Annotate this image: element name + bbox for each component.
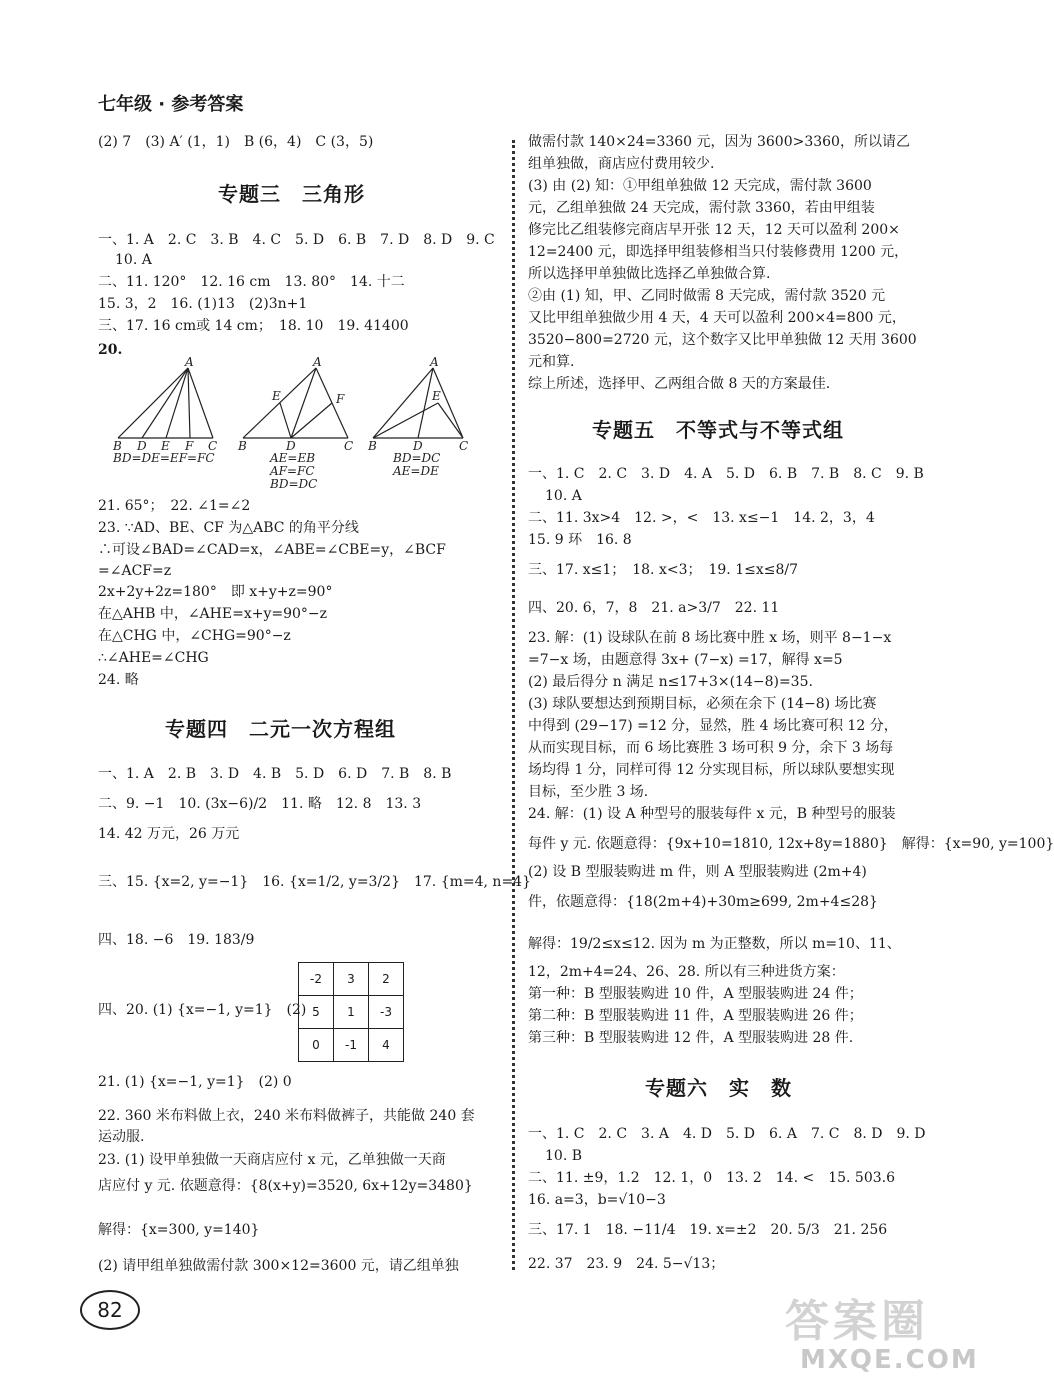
answer-line: 16. a=3，b=√10−3 bbox=[528, 1192, 666, 1208]
svg-text:B: B bbox=[238, 439, 247, 453]
answer-line: 23. (1) 设甲单独做一天商店应付 x 元，乙单独做一天商 bbox=[98, 1152, 446, 1168]
svg-text:E: E bbox=[161, 439, 170, 453]
svg-text:D: D bbox=[413, 439, 423, 453]
answer-line: 2x+2y+2z=180° 即 x+y+z=90° bbox=[98, 584, 333, 600]
answer-line: 从而实现目标，而 6 场比赛胜 3 场可积 9 分，余下 3 场每 bbox=[528, 740, 894, 756]
answer-line: 10. A bbox=[115, 252, 152, 268]
answer-line: 10. A bbox=[545, 488, 582, 504]
grid-cell: 1 bbox=[334, 996, 369, 1029]
answer-line: (3) 球队要想达到预期目标，必须在余下 (14−8) 场比赛 bbox=[528, 696, 877, 712]
watermark-url: MXQE.COM bbox=[800, 1345, 979, 1375]
answer-line: 第三种：B 型服装购进 12 件，A 型服装购进 28 件. bbox=[528, 1030, 854, 1046]
answer-line: (2) 最后得分 n 满足 n≤17+3×(14−8)=35. bbox=[528, 674, 813, 690]
svg-text:A: A bbox=[430, 355, 439, 369]
answer-line: 二、11. 3x>4 12. >，< 13. x≤−1 14. 2，3，4 bbox=[528, 510, 875, 526]
svg-text:D: D bbox=[286, 439, 296, 453]
answer-line: 二、11. ±9，1.2 12. 1，0 13. 2 14. < 15. 503.6 bbox=[528, 1170, 896, 1186]
answer-line: =7−x 场，由题意得 3x+ (7−x) =17，解得 x=5 bbox=[528, 652, 843, 668]
answer-line: 第二种：B 型服装购进 11 件，A 型服装购进 26 件； bbox=[528, 1008, 863, 1024]
answer-line: 元，乙组单独做 24 天完成，需付款 3360，若由甲组装 bbox=[528, 200, 875, 216]
svg-text:A: A bbox=[185, 355, 194, 369]
svg-text:E: E bbox=[272, 389, 281, 403]
answer-line: 每件 y 元. 依题意得：{9x+10=1810, 12x+8y=1880} 解得：{x=90, y=100} bbox=[528, 836, 1054, 852]
fig-caption: AF=FC bbox=[270, 464, 315, 478]
answer-line: 修完比乙组装修完商店早开张 12 天，12 天可以盈利 200× bbox=[528, 222, 900, 238]
answer-line: 中得到 (29−17) =12 分，显然，胜 4 场比赛可积 12 分， bbox=[528, 718, 898, 734]
section6-title: 专题六 实 数 bbox=[645, 1076, 792, 1100]
svg-text:A: A bbox=[313, 355, 322, 369]
answer-line: 22. 360 米布料做上衣，240 米布料做裤子，共能做 240 套 bbox=[98, 1108, 475, 1124]
answer-line: 运动服. bbox=[98, 1129, 145, 1145]
intro-line: (2) 7 (3) A′ (1，1) B (6，4) C (3，5) bbox=[98, 134, 374, 150]
answer-line: 14. 42 万元，26 万元 bbox=[98, 826, 240, 842]
answer-line: 四、18. −6 19. 183/9 bbox=[98, 932, 255, 948]
grid-cell: 3 bbox=[334, 963, 369, 996]
svg-text:F: F bbox=[185, 439, 194, 453]
answer-line: 解得：19/2≤x≤12. 因为 m 为正整数，所以 m=10、11、 bbox=[528, 936, 901, 952]
watermark-logo: 答案圈 bbox=[785, 1296, 929, 1347]
answer-line: 店应付 y 元. 依题意得：{8(x+y)=3520, 6x+12y=3480} bbox=[98, 1178, 473, 1194]
svg-text:C: C bbox=[459, 439, 469, 453]
answer-line: 四、20. (1) {x=−1, y=1} (2) bbox=[98, 1002, 307, 1018]
answer-line: 23. ∵AD、BE、CF 为△ABC 的角平分线 bbox=[98, 520, 359, 536]
answer-line: (2) 请甲组单独做需付款 300×12=3600 元，请乙组单独 bbox=[98, 1258, 459, 1274]
answer-line: 三、17. 16 cm或 14 cm； 18. 10 19. 41400 bbox=[98, 318, 409, 334]
answer-line: 一、1. A 2. B 3. D 4. B 5. D 6. D 7. B 8. B bbox=[98, 766, 452, 782]
answer-line: 目标，至少胜 3 场. bbox=[528, 784, 649, 800]
svg-text:D: D bbox=[137, 439, 147, 453]
grid-cell: 5 bbox=[299, 996, 334, 1029]
svg-text:C: C bbox=[344, 439, 354, 453]
magic-square bbox=[298, 962, 404, 1062]
answer-line: 三、17. x≤1； 18. x<3； 19. 1≤x≤8/7 bbox=[528, 562, 799, 578]
answer-line: 件，依题意得：{18(2m+4)+30m≥699, 2m+4≤28} bbox=[528, 894, 878, 910]
grid-cell: -3 bbox=[369, 996, 404, 1029]
answer-line: 二、11. 120° 12. 16 cm 13. 80° 14. 十二 bbox=[98, 274, 405, 290]
answer-line: 所以选择甲单独做比选择乙单独做合算. bbox=[528, 266, 771, 282]
answer-line: 一、1. C 2. C 3. D 4. A 5. D 6. B 7. B 8. C 9. B bbox=[528, 466, 924, 482]
svg-text:E: E bbox=[432, 389, 441, 403]
answer-line: 24. 略 bbox=[98, 672, 139, 688]
answer-line: 15. 9 环 16. 8 bbox=[528, 532, 632, 548]
answer-line: ∴可设∠BAD=∠CAD=x，∠ABE=∠CBE=y，∠BCF bbox=[98, 542, 446, 558]
answer-line: 21. 65°； 22. ∠1=∠2 bbox=[98, 498, 251, 514]
answer-line: 解得：{x=300, y=140} bbox=[98, 1222, 260, 1238]
answer-line: 10. B bbox=[545, 1148, 583, 1164]
grid-cell: -1 bbox=[334, 1029, 369, 1062]
answer-line: 场均得 1 分，同样可得 12 分实现目标，所以球队要想实现 bbox=[528, 762, 895, 778]
answer-line: 一、1. A 2. C 3. B 4. C 5. D 6. B 7. D 8. D 9. C bbox=[98, 232, 495, 248]
answer-line: 在△CHG 中，∠CHG=90°−z bbox=[98, 628, 291, 644]
answer-line: ②由 (1) 知，甲、乙同时做需 8 天完成，需付款 3520 元 bbox=[528, 288, 886, 304]
grid-cell: 0 bbox=[299, 1029, 334, 1062]
answer-line: 20. bbox=[98, 342, 123, 358]
section5-title: 专题五 不等式与不等式组 bbox=[592, 418, 844, 442]
svg-text:C: C bbox=[208, 439, 218, 453]
answer-line: 24. 解：(1) 设 A 种型号的服装每件 x 元，B 种型号的服装 bbox=[528, 806, 896, 822]
svg-text:B: B bbox=[113, 439, 122, 453]
answer-line: 三、17. 1 18. −11/4 19. x=±2 20. 5/3 21. 256 bbox=[528, 1222, 888, 1238]
page-header: 七年级 · 参考答案 bbox=[98, 94, 244, 115]
svg-text:F: F bbox=[336, 392, 345, 406]
answer-line: 一、1. C 2. C 3. A 4. D 5. D 6. A 7. C 8. D 9. D bbox=[528, 1126, 926, 1142]
answer-line: 做需付款 140×24=3360 元，因为 3600>3360，所以请乙 bbox=[528, 134, 910, 150]
page-number: 82 bbox=[80, 1290, 140, 1330]
fig-caption: AE=DE bbox=[393, 464, 439, 478]
grid-cell: -2 bbox=[299, 963, 334, 996]
answer-line: 15. 3，2 16. (1)13 (2)3n+1 bbox=[98, 296, 308, 312]
grid-cell: 4 bbox=[369, 1029, 404, 1062]
section4-title: 专题四 二元一次方程组 bbox=[165, 717, 396, 741]
fig-caption: AE=EB bbox=[270, 451, 316, 465]
answer-line: 在△AHB 中，∠AHE=x+y=90°−z bbox=[98, 606, 328, 622]
svg-text:B: B bbox=[368, 439, 377, 453]
fig-caption: BD=DE=EF=FC bbox=[113, 451, 215, 465]
column-divider bbox=[512, 140, 515, 1270]
answer-line: 第一种：B 型服装购进 10 件，A 型服装购进 24 件； bbox=[528, 986, 863, 1002]
answer-line: 四、20. 6，7，8 21. a>3/7 22. 11 bbox=[528, 600, 780, 616]
grid-cell: 2 bbox=[369, 963, 404, 996]
answer-line: =∠ACF=z bbox=[98, 563, 172, 579]
fig-caption: BD=DC bbox=[393, 451, 441, 465]
answer-line: 12=2400 元，即选择甲组装修相当只付装修费用 1200 元， bbox=[528, 244, 909, 260]
answer-line: 二、9. −1 10. (3x−6)/2 11. 略 12. 8 13. 3 bbox=[98, 796, 422, 812]
triangle-figures bbox=[108, 355, 488, 493]
answer-line: 三、15. {x=2, y=−1} 16. {x=1/2, y=3/2} 17. {m=4, n=4} bbox=[98, 874, 531, 890]
answer-line: 组单独做，商店应付费用较少. bbox=[528, 156, 715, 172]
answer-line: 21. (1) {x=−1, y=1} (2) 0 bbox=[98, 1074, 292, 1090]
answer-line: 23. 解：(1) 设球队在前 8 场比赛中胜 x 场，则平 8−1−x bbox=[528, 630, 892, 646]
answer-line: 元和算. bbox=[528, 354, 575, 370]
answer-line: 综上所述，选择甲、乙两组合做 8 天的方案最佳. bbox=[528, 376, 831, 392]
answer-line: (2) 设 B 型服装购进 m 件，则 A 型服装购进 (2m+4) bbox=[528, 864, 867, 880]
answer-line: 12，2m+4=24、26、28. 所以有三种进货方案： bbox=[528, 964, 845, 980]
fig-caption: BD=DC bbox=[270, 477, 318, 491]
answer-line: 22. 37 23. 9 24. 5−√13； bbox=[528, 1256, 725, 1272]
answer-line: 3520−800=2720 元，这个数字又比甲单独做 12 天用 3600 bbox=[528, 332, 917, 348]
answer-line: 又比甲组单独做少用 4 天，4 天可以盈利 200×4=800 元， bbox=[528, 310, 906, 326]
section3-title: 专题三 三角形 bbox=[218, 182, 365, 206]
answer-line: ∴∠AHE=∠CHG bbox=[98, 650, 209, 666]
answer-line: (3) 由 (2) 知：①甲组单独做 12 天完成，需付款 3600 bbox=[528, 178, 872, 194]
